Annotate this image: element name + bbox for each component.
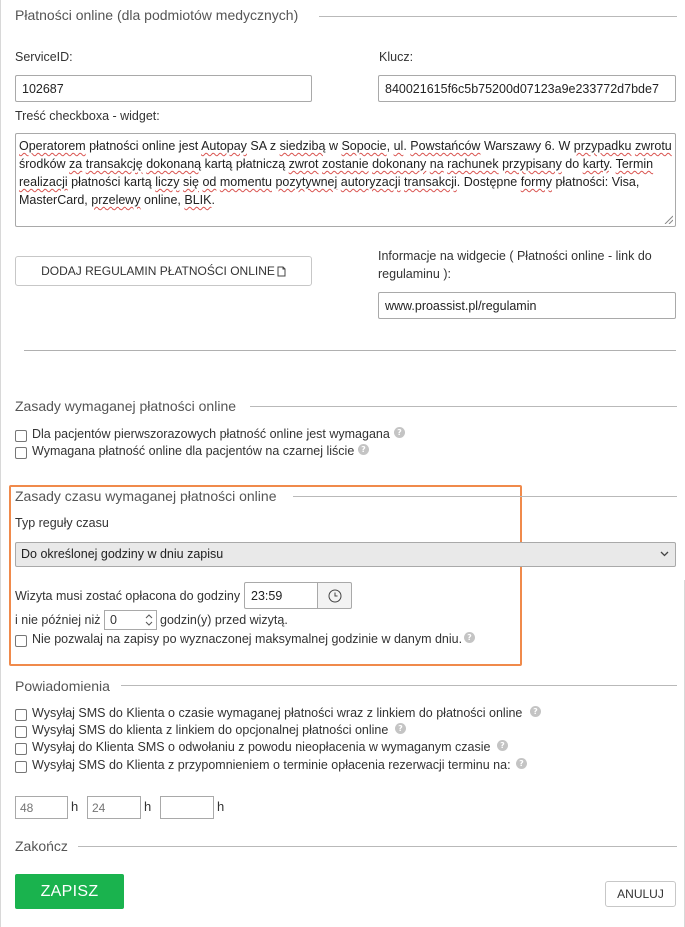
required-payment-legend: Zasady wymaganej płatności online [15,398,237,414]
rule-type-select[interactable] [15,542,676,567]
text-segment: się [182,175,199,189]
notifications-legend: Powiadomienia [15,678,110,694]
text-segment: płatności kartą [67,175,156,189]
text-segment: Powstańców [410,139,481,153]
add-regulation-button[interactable] [15,256,312,286]
not-later-prefix: i nie później niż [15,613,101,627]
text-segment: środków [19,157,66,171]
text-segment: zostanie [322,157,369,171]
blacklist-required-label: Wymagana płatność online dla pacjentów na czarnej liście [32,444,355,458]
notification-checkbox-optional-link[interactable] [15,726,27,738]
hours-unit-3: h [217,799,225,814]
document-icon [277,266,286,277]
help-icon[interactable]: ? [516,758,527,769]
text-segment: online, [140,193,185,207]
widget-info-label: Informacje na widgecie ( Płatności online - link do regulaminu ): [378,249,652,281]
text-segment: zwrotu [634,139,672,153]
checkbox-text-area[interactable] [15,133,676,227]
no-booking-after-checkbox[interactable] [15,635,27,647]
paid-by-label: Wizyta musi zostać opłacona do godziny [15,589,241,603]
cancel-button[interactable]: ANULUJ [605,881,676,907]
clock-icon [328,589,342,603]
hours-before-value: 0 [110,613,117,627]
required-payment-legend-line [250,406,677,407]
notification-checkbox-payment-link[interactable] [15,709,27,721]
notification-label-reminder: Wysyłaj SMS do Klienta z przypomnieniem o terminie opłacenia rezerwacji terminu na: [32,758,511,772]
text-segment: do [561,157,583,171]
text-segment: za [69,157,83,171]
text-segment: realizacji [19,175,68,189]
text-segment: ul [393,139,404,153]
text-segment: Warszawy 6. W [480,139,574,153]
text-segment: liczy [155,175,180,189]
key-input[interactable] [378,75,676,102]
notification-checkbox-reminder[interactable] [15,761,27,773]
notification-checkbox-cancellation[interactable] [15,743,27,755]
spinner-icon[interactable] [145,613,153,627]
clock-button[interactable] [317,582,352,609]
rule-type-label: Typ reguły czasu [15,516,109,530]
hours-before-stepper[interactable] [104,610,157,630]
resize-grip-icon[interactable] [663,214,673,224]
add-regulation-label: DODAJ REGULAMIN PŁATNOŚCI ONLINE [41,264,275,278]
key-label: Klucz: [379,50,414,64]
text-segment: kartą płatniczą [201,157,289,171]
text-segment: . [403,139,411,153]
paid-by-time-input[interactable] [244,582,318,609]
text-segment: autoryzacji [340,175,401,189]
text-segment: zwrot [288,157,319,171]
text-segment: Autopay [201,139,247,153]
text-segment: . [211,193,215,207]
notifications-legend-line [121,685,677,686]
text-segment: od [202,175,217,189]
text-segment: transakcję [85,157,143,171]
time-rules-legend-line [293,496,677,497]
help-icon[interactable]: ? [394,427,405,438]
service-id-label: ServiceID: [15,50,73,64]
text-segment: karty [582,157,609,171]
help-icon[interactable]: ? [497,740,508,751]
notification-label-payment-link: Wysyłaj SMS do Klienta o czasie wymaganej płatności wraz z linkiem do płatności online [32,706,523,720]
text-segment: rachunek [447,157,499,171]
text-segment: przypadku [573,139,632,153]
text-segment: pozytywnej [275,175,338,189]
text-segment: . Dostępne [456,175,521,189]
save-button[interactable]: ZAPISZ [15,874,124,909]
help-icon[interactable]: ? [530,706,541,717]
checkbox-text-label: Treść checkboxa - widget: [15,109,160,123]
section-divider [24,350,676,351]
text-segment: dokonaną [146,157,202,171]
widget-info-input[interactable] [378,292,676,319]
text-segment: , [386,139,394,153]
text-segment: formy [520,175,552,189]
reminder-hours-2-input[interactable] [87,796,141,819]
text-segment: przelewy [91,193,141,207]
text-segment: Operatorem [19,139,86,153]
text-segment: w [325,139,342,153]
help-icon[interactable]: ? [395,723,406,734]
chevron-down-icon [660,551,669,557]
payments-legend: Płatności online (dla podmiotów medycznych) [15,7,299,23]
text-segment: na [429,157,444,171]
hours-unit-1: h [71,799,79,814]
notification-label-cancellation: Wysyłaj do Klienta SMS o odwołaniu z powodu nieopłacenia w wymaganym czasie [32,740,491,754]
reminder-hours-1-input[interactable] [15,796,68,819]
text-segment: przypisany [502,157,562,171]
no-booking-after-label: Nie pozwalaj na zapisy po wyznaczonej maksymalnej godzinie w danym dniu. [32,632,463,646]
service-id-input[interactable] [15,75,312,102]
text-segment: siedzibą [279,139,326,153]
finish-legend: Zakończ [15,838,68,854]
text-segment: Sopocie [341,139,387,153]
notification-label-optional-link: Wysyłaj SMS do klienta z linkiem do opcjonalnej płatności online [32,723,389,737]
text-segment: momentu [219,175,272,189]
text-segment: . [608,157,616,171]
help-icon[interactable]: ? [464,632,475,643]
checkbox-text-content [19,137,672,209]
blacklist-required-checkbox[interactable] [15,447,27,459]
finish-legend-line [78,846,677,847]
help-icon[interactable]: ? [358,444,369,455]
first-time-required-checkbox[interactable] [15,430,27,442]
text-segment: Termin [615,157,654,171]
time-rules-legend: Zasady czasu wymaganej płatności online [15,488,277,504]
frame-left-border [0,0,1,927]
text-segment: BLIK [184,193,212,207]
text-segment: transakcji [404,175,457,189]
text-segment: płatności: Visa, MasterCard, [19,175,640,207]
text-segment: SA z [246,139,280,153]
text-segment: płatności online jest [85,139,202,153]
not-later-suffix: godzin(y) przed wizytą. [160,613,288,627]
first-time-required-label: Dla pacjentów pierwszorazowych płatność online jest wymagana [32,427,390,441]
text-segment: dokonany [372,157,427,171]
rule-type-selected: Do określonej godziny w dniu zapisu [21,547,224,561]
reminder-hours-3-input[interactable] [160,796,214,819]
hours-unit-2: h [144,799,152,814]
payments-legend-line [319,16,677,17]
